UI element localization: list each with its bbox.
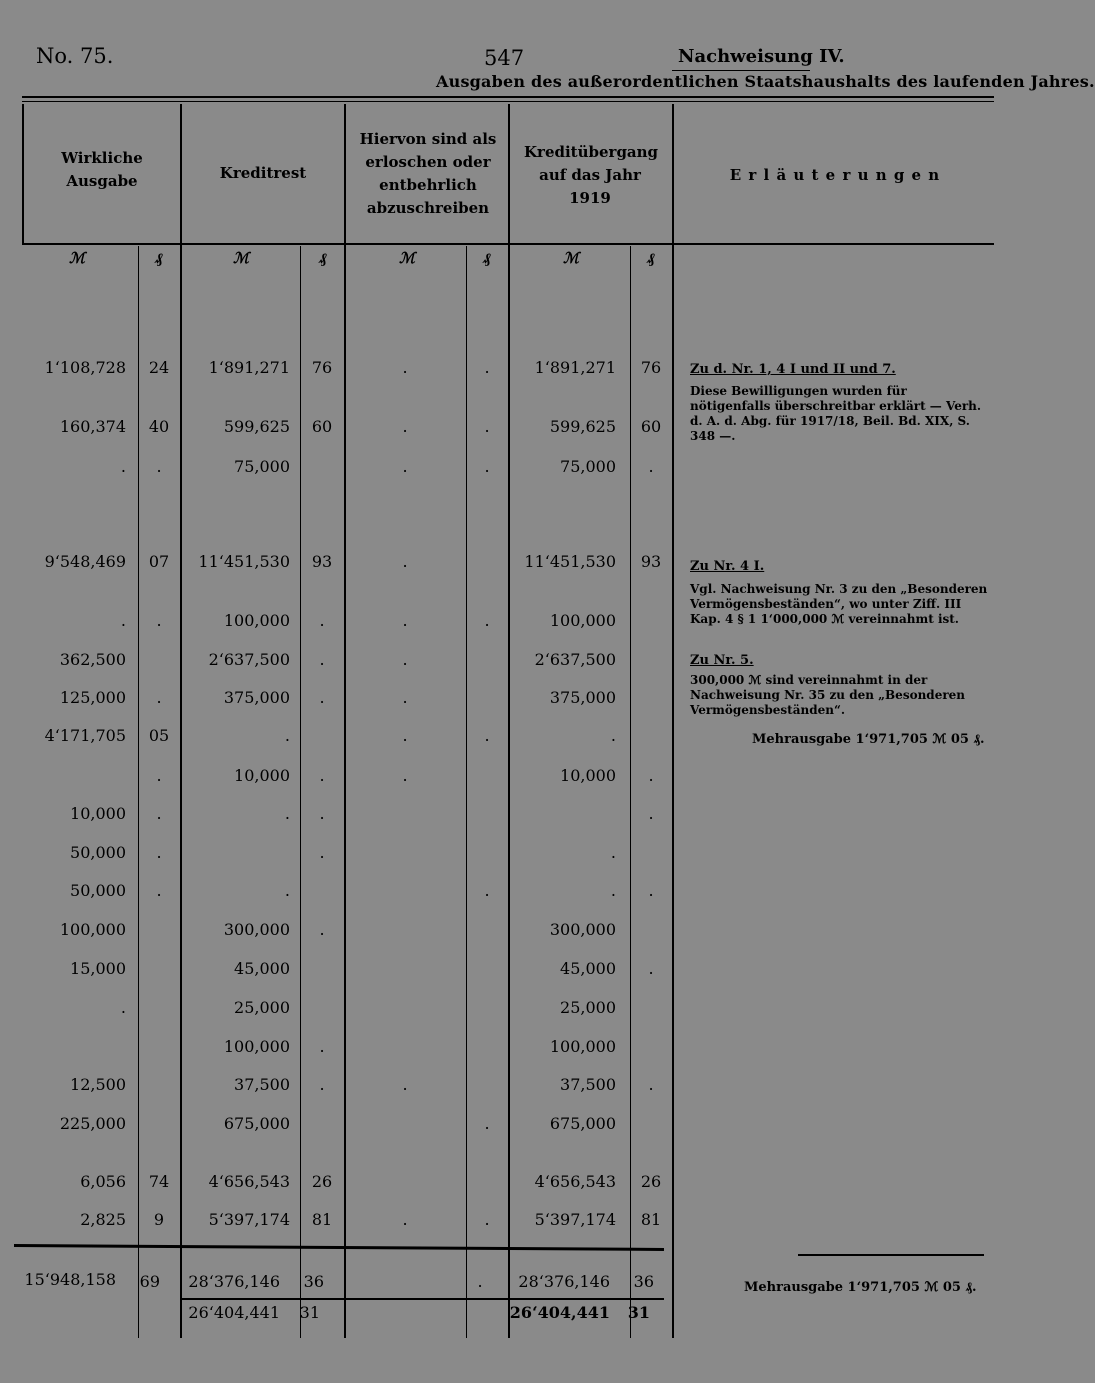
cell-h: 76 (640, 358, 662, 377)
page-number: 547 (484, 46, 525, 70)
cell-a: 160,374 (59, 417, 126, 436)
total2-g: 26‘404,441 (509, 1303, 610, 1322)
cell-a: 9‘548,469 (44, 552, 126, 571)
cell-g: 75,000 (560, 457, 616, 476)
cell-h: . (648, 881, 654, 900)
cell-g: 10,000 (560, 766, 616, 785)
cell-c: . (284, 881, 290, 900)
col-head-kredit1919: Kreditübergang auf das Jahr 1919 (524, 143, 659, 207)
cell-f: . (484, 457, 490, 476)
total2-c: 26‘404,441 (188, 1303, 280, 1322)
cell-f: . (484, 881, 490, 900)
cell-g: 2‘637,500 (534, 650, 616, 669)
cell-d: . (319, 688, 325, 707)
cell-b: . (156, 804, 162, 823)
cell-d: . (319, 1037, 325, 1056)
note2-body: Vgl. Nachweisung Nr. 3 zu den „Besonderen Vermögensbeständen“, wo unter Ziff. III Kap. 4 § 1 1‘000,000 ℳ vereinnahmt ist. (690, 582, 988, 626)
cell-b: 9 (153, 1210, 165, 1229)
cell-a: 50,000 (70, 843, 126, 862)
total2-d: 31 (299, 1303, 320, 1322)
cell-a: 6,056 (80, 1172, 126, 1191)
cell-g: 100,000 (549, 1037, 616, 1056)
cell-d: 76 (311, 358, 333, 377)
total-a: 15‘948,158 (24, 1270, 116, 1289)
cell-c: 75,000 (234, 457, 290, 476)
cell-g: 37,500 (560, 1075, 616, 1094)
top-rule (22, 96, 994, 98)
cell-a: . (120, 457, 126, 476)
cell-e: . (402, 1075, 408, 1094)
cell-e: . (402, 611, 408, 630)
unit-pf-3: ₰ (483, 249, 491, 267)
cell-a: 100,000 (59, 920, 126, 939)
cell-a: 2,825 (80, 1210, 126, 1229)
cell-b: 40 (148, 417, 170, 436)
cell-c: 599,625 (223, 417, 290, 436)
cell-g: 375,000 (549, 688, 616, 707)
cell-d: . (319, 804, 325, 823)
cell-e: . (402, 688, 408, 707)
cell-c: 5‘397,174 (208, 1210, 290, 1229)
unit-mark-2: ℳ (232, 249, 250, 267)
cell-g: 300,000 (549, 920, 616, 939)
cell-c: 4‘656,543 (208, 1172, 290, 1191)
cell-e: . (402, 726, 408, 745)
document-number: No. 75. (36, 44, 114, 68)
cell-d: . (319, 1075, 325, 1094)
total-f: . (477, 1272, 483, 1291)
cell-a: 15,000 (70, 959, 126, 978)
cell-f: . (484, 611, 490, 630)
nachweisung-title: Nachweisung IV. (678, 46, 845, 67)
cell-b: . (156, 766, 162, 785)
cell-d: . (319, 766, 325, 785)
unit-pf-2: ₰ (319, 249, 327, 267)
cell-c: 25,000 (234, 998, 290, 1017)
cell-g: . (610, 726, 616, 745)
cell-h: . (648, 1075, 654, 1094)
cell-h: 26 (640, 1172, 662, 1191)
cell-g: 100,000 (549, 611, 616, 630)
cell-b: 05 (148, 726, 170, 745)
cell-h: . (648, 959, 654, 978)
cell-h: 60 (640, 417, 662, 436)
cell-c: 45,000 (234, 959, 290, 978)
cell-c: . (284, 804, 290, 823)
pf-line-2 (300, 246, 301, 1338)
note3-body: 300,000 ℳ sind vereinnahmt in der Nachweisung Nr. 35 zu den „Besonderen Vermögensbeständen“. (690, 673, 966, 717)
cell-g: 45,000 (560, 959, 616, 978)
cell-h: . (648, 766, 654, 785)
total-b: 69 (139, 1272, 160, 1291)
cell-c: 10,000 (234, 766, 290, 785)
mehrausgabe-note: Mehrausgabe 1‘971,705 ℳ 05 ₰. (752, 732, 985, 747)
total-c: 28‘376,146 (188, 1272, 280, 1291)
cell-e: . (402, 457, 408, 476)
cell-f: . (484, 1114, 490, 1133)
cell-d: . (319, 920, 325, 939)
total2-h: 31 (627, 1303, 650, 1322)
col-head-erlaeuterungen: E r l ä u t e r u n g e n (729, 166, 941, 184)
cell-d: . (319, 650, 325, 669)
cell-c: 300,000 (223, 920, 290, 939)
pf-line-4 (630, 246, 631, 1338)
top-rule-thin (22, 101, 994, 102)
cell-c: 37,500 (234, 1075, 290, 1094)
cell-f: . (484, 726, 490, 745)
cell-b: . (156, 881, 162, 900)
cell-e: . (402, 358, 408, 377)
note3-heading: Zu Nr. 5. (690, 653, 754, 668)
cell-h: 81 (640, 1210, 662, 1229)
cell-g: 25,000 (560, 998, 616, 1017)
cell-h: 93 (640, 552, 662, 571)
cell-b: . (156, 457, 162, 476)
cell-c: 2‘637,500 (208, 650, 290, 669)
cell-e: . (402, 417, 408, 436)
cell-c: 100,000 (223, 1037, 290, 1056)
cell-d: 60 (311, 417, 333, 436)
cell-h: . (648, 457, 654, 476)
page-subtitle: Ausgaben des außerordentlichen Staatshaushalts des laufenden Jahres. (436, 72, 1095, 91)
total-g: 28‘376,146 (518, 1272, 610, 1291)
note2-heading: Zu Nr. 4 I. (690, 559, 765, 574)
cell-g: 675,000 (549, 1114, 616, 1133)
cell-e: . (402, 1210, 408, 1229)
unit-mark-1: ℳ (68, 249, 86, 267)
cell-a: 225,000 (59, 1114, 126, 1133)
cell-g: 11‘451,530 (524, 552, 616, 571)
cell-e: . (402, 552, 408, 571)
cell-d: 81 (311, 1210, 333, 1229)
cell-g: 599,625 (549, 417, 616, 436)
cell-c: 1‘891,271 (208, 358, 290, 377)
cell-a: 12,500 (70, 1075, 126, 1094)
cell-d: . (319, 611, 325, 630)
col-line-4 (672, 104, 674, 1338)
cell-c: 11‘451,530 (198, 552, 290, 571)
mehrausgabe-total: Mehrausgabe 1‘971,705 ℳ 05 ₰. (744, 1280, 977, 1295)
cell-a: . (120, 611, 126, 630)
note1-heading: Zu d. Nr. 1, 4 I und II und 7. (690, 362, 896, 377)
cell-g: . (610, 881, 616, 900)
cell-b: . (156, 611, 162, 630)
cell-a: 1‘108,728 (44, 358, 126, 377)
cell-d: 26 (311, 1172, 333, 1191)
cell-a: 125,000 (59, 688, 126, 707)
cell-g: 5‘397,174 (534, 1210, 616, 1229)
cell-a: 50,000 (70, 881, 126, 900)
pf-line-3 (466, 246, 467, 1338)
title-underline (672, 70, 810, 71)
col-head-hiervon: Hiervon sind als erloschen oder entbehrlich abzuschreiben (359, 130, 497, 217)
cell-g: . (610, 843, 616, 862)
cell-a: . (120, 998, 126, 1017)
cell-c: . (284, 726, 290, 745)
cell-e: . (402, 650, 408, 669)
total-rule-right (798, 1254, 984, 1256)
cell-a: 362,500 (59, 650, 126, 669)
cell-a: 10,000 (70, 804, 126, 823)
total-rule (14, 1244, 664, 1251)
total-d: 36 (303, 1272, 324, 1291)
col-head-wirkliche: Wirkliche Ausgabe (61, 149, 143, 190)
cell-c: 100,000 (223, 611, 290, 630)
unit-mark-3: ℳ (398, 249, 416, 267)
unit-pf-1: ₰ (155, 249, 163, 267)
cell-b: . (156, 688, 162, 707)
cell-c: 675,000 (223, 1114, 290, 1133)
note1-body: Diese Bewilligungen wurden für nötigenfalls überschreitbar erklärt — Verh. d. A. d. Abg. für 1917/18, Beil. Bd. XIX, S. 348 —. (690, 384, 982, 443)
cell-e: . (402, 766, 408, 785)
cell-b: 24 (148, 358, 170, 377)
cell-g: 1‘891,271 (534, 358, 616, 377)
col-head-kreditrest: Kreditrest (219, 164, 307, 182)
cell-b: 74 (148, 1172, 170, 1191)
cell-c: 375,000 (223, 688, 290, 707)
total-h: 36 (633, 1272, 654, 1291)
cell-d: 93 (311, 552, 333, 571)
unit-pf-4: ₰ (647, 249, 655, 267)
col-line-1 (180, 104, 182, 1338)
col-line-3 (508, 104, 510, 1338)
cell-a: 4‘171,705 (44, 726, 126, 745)
cell-b: 07 (148, 552, 170, 571)
pf-line-1 (138, 246, 139, 1338)
cell-f: . (484, 1210, 490, 1229)
col-line-2 (344, 104, 346, 1338)
total-subrule (180, 1298, 664, 1300)
cell-b: . (156, 843, 162, 862)
cell-h: . (648, 804, 654, 823)
unit-mark-4: ℳ (562, 249, 580, 267)
cell-g: 4‘656,543 (534, 1172, 616, 1191)
cell-d: . (319, 843, 325, 862)
cell-f: . (484, 417, 490, 436)
cell-f: . (484, 358, 490, 377)
